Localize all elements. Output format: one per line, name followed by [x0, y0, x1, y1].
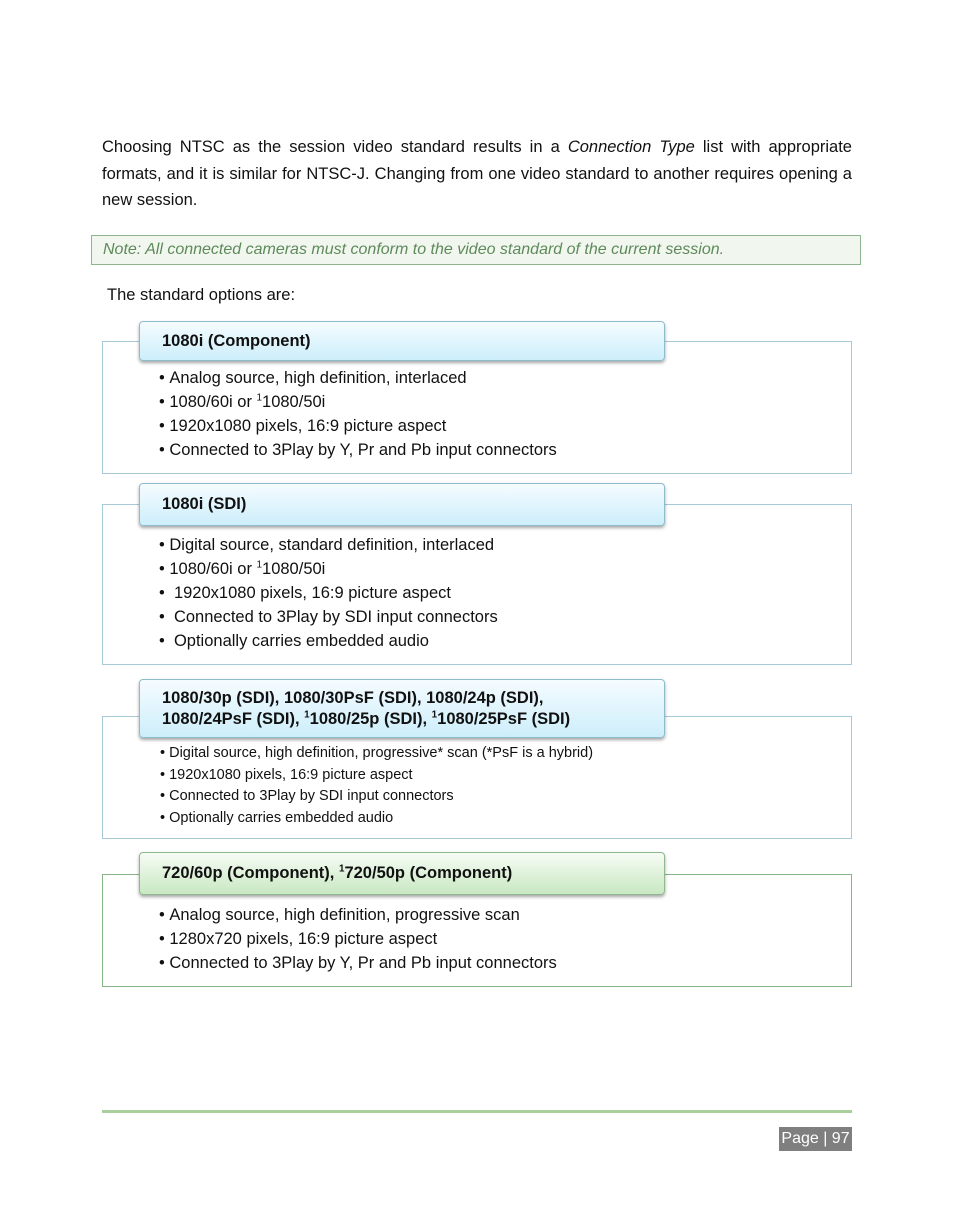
option-bullets-1080i-sdi	[159, 533, 498, 653]
bullet-item: • Optionally carries embedded audio	[160, 808, 593, 830]
footnote-marker: 1	[256, 392, 263, 404]
option-bullets-progressive-sdi	[160, 743, 593, 829]
footnote-marker: 1	[338, 863, 345, 875]
option-title: 1080i (Component)	[162, 331, 311, 350]
bullet-item: • Digital source, high definition, progressive* scan (*PsF is a hybrid)	[160, 743, 593, 765]
bullet-item: • 1920x1080 pixels, 16:9 picture aspect	[159, 414, 557, 438]
option-bullets-1080i-component	[159, 366, 557, 462]
option-title-line-1: 1080/30p (SDI), 1080/30PsF (SDI), 1080/24p (SDI),	[162, 688, 544, 707]
footnote-marker: 1	[304, 709, 310, 720]
bullet-item: • Digital source, standard definition, interlaced	[159, 533, 498, 557]
option-header-1080i-sdi	[139, 483, 665, 526]
bullet-item: • 1080/60i or $^1$1080/50i	[159, 557, 498, 581]
intro-text-after: list with appropriate formats, and it is similar for NTSC-J. Changing from one video standard to another requires opening a new session.	[102, 138, 852, 209]
bullet-item: • 1280x720 pixels, 16:9 picture aspect	[159, 927, 557, 951]
bullet-item: • 1080/60i or $^1$1080/50i	[159, 390, 557, 414]
options-label: The standard options are:	[107, 286, 296, 304]
bullet-item: • Analog source, high definition, interlaced	[159, 366, 557, 390]
footnote-marker: 1	[431, 709, 438, 720]
footer-rule	[102, 1110, 852, 1113]
option-title-line-2: 1080/24PsF (SDI), $^1$1080/25p (SDI), $^1$1080/25PsF (SDI)	[162, 709, 571, 728]
bullet-item: • Optionally carries embedded audio	[159, 629, 498, 653]
option-bullets-720p-component	[159, 903, 557, 975]
option-header-1080i-component	[139, 321, 665, 361]
bullet-item: • Connected to 3Play by SDI input connectors	[160, 786, 593, 808]
bullet-item: • Connected to 3Play by SDI input connectors	[159, 605, 498, 629]
bullet-item: • Connected to 3Play by Y, Pr and Pb input connectors	[159, 951, 557, 975]
bullet-item: • Analog source, high definition, progressive scan	[159, 903, 557, 927]
option-title: 720/60p (Component), $^1$720/50p (Component)	[162, 863, 513, 882]
note-box: Note: All connected cameras must conform to the video standard of the current session.	[91, 235, 861, 265]
option-header-720p-component	[139, 852, 665, 895]
intro-text-before: Choosing NTSC as the session video standard results in a	[102, 138, 568, 156]
intro-paragraph	[102, 134, 852, 214]
intro-emphasis: Connection Type	[567, 138, 695, 156]
bullet-item: • 1920x1080 pixels, 16:9 picture aspect	[160, 765, 593, 787]
footnote-marker: 1	[256, 559, 263, 571]
page-number: Page | 97	[779, 1127, 852, 1151]
bullet-item: • 1920x1080 pixels, 16:9 picture aspect	[159, 581, 498, 605]
option-title: 1080i (SDI)	[162, 495, 247, 513]
bullet-item: • Connected to 3Play by Y, Pr and Pb input connectors	[159, 438, 557, 462]
option-header-progressive-sdi	[139, 679, 665, 738]
